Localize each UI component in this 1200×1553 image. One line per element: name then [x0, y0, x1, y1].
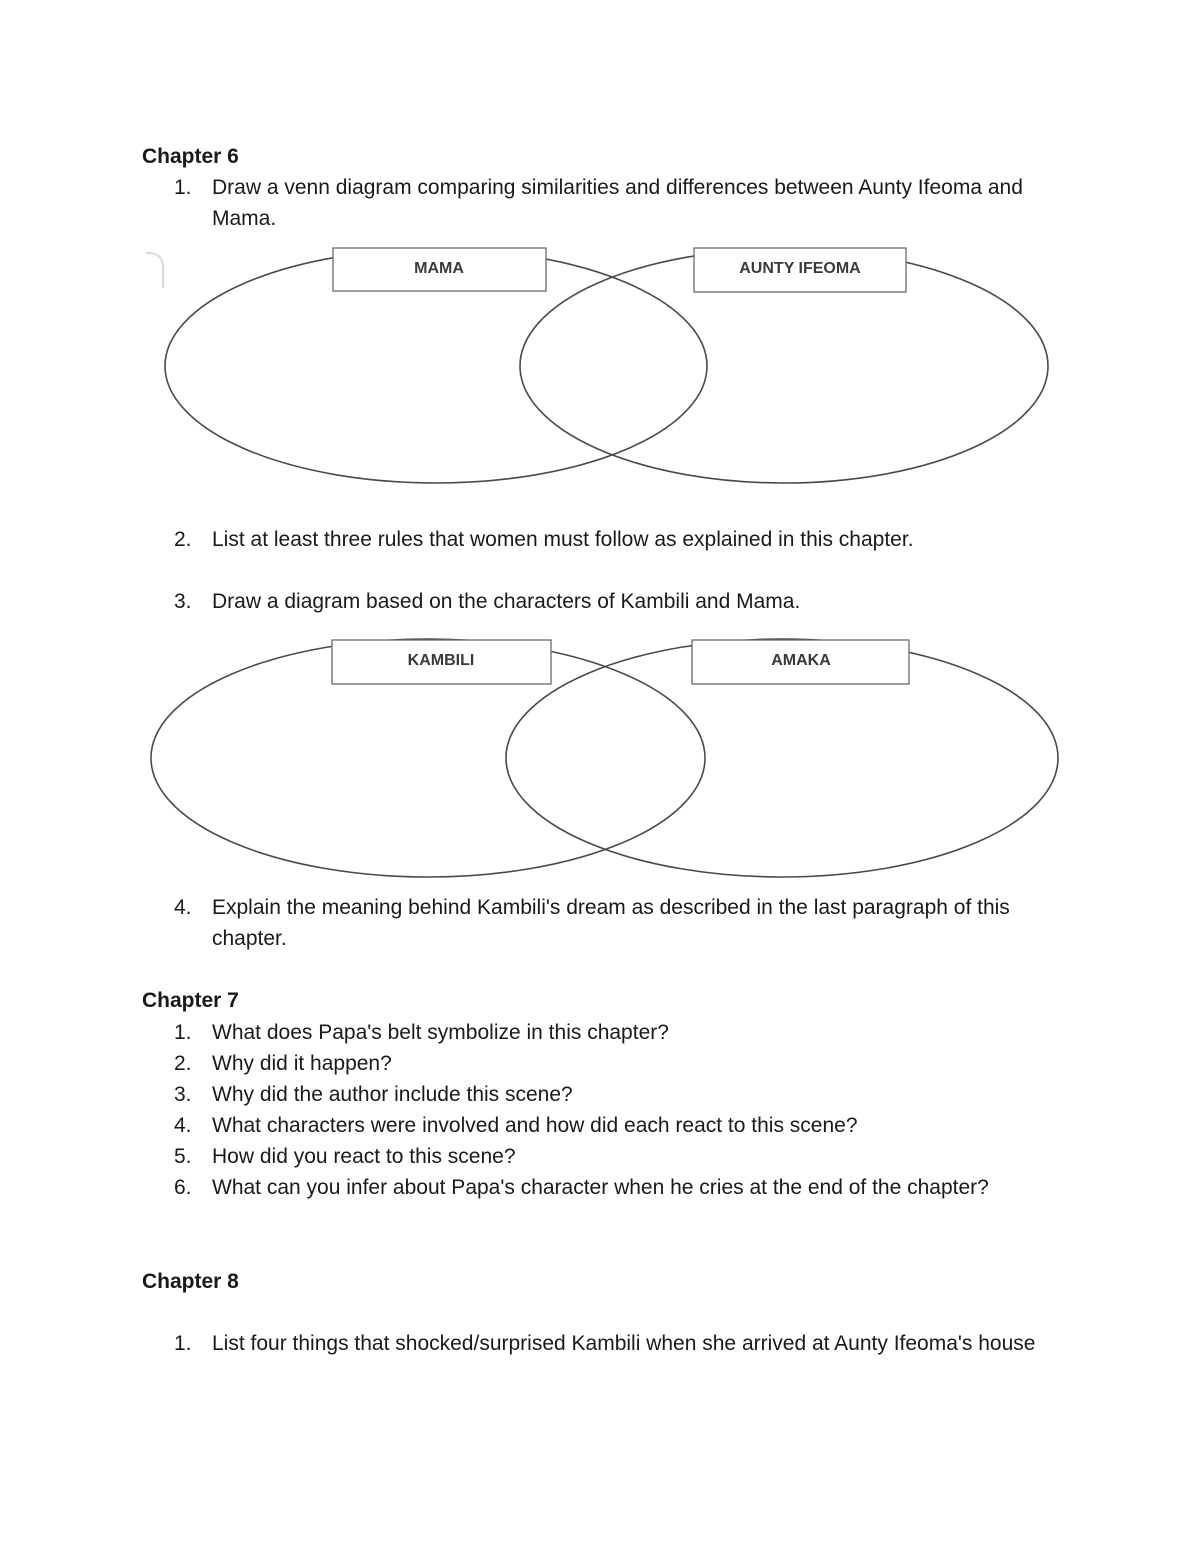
question-text: Why did the author include this scene? [212, 1083, 573, 1106]
chapter-6-question-1 [174, 172, 1054, 234]
question-text: What can you infer about Papa's character when he cries at the end of the chapter? [212, 1176, 989, 1199]
chapter-8-heading: Chapter 8 [142, 1270, 239, 1293]
chapter-7-question-5 [174, 1141, 1054, 1172]
question-text: List at least three rules that women must follow as explained in this chapter. [212, 528, 914, 551]
chapter-7-question-2 [174, 1048, 1054, 1079]
venn-diagram-mama-aunty-ifeoma [0, 240, 1200, 490]
question-text: What characters were involved and how did each react to this scene? [212, 1114, 858, 1137]
venn-right-label: AUNTY IFEOMA [739, 260, 861, 277]
question-text: Explain the meaning behind Kambili's dream as described in the last paragraph of this chapter. [212, 896, 1010, 950]
question-number: 2. [174, 1052, 192, 1075]
chapter-6-question-2 [174, 524, 1054, 555]
question-number: 3. [174, 1083, 192, 1106]
venn-left-label: KAMBILI [407, 652, 475, 669]
question-text: Draw a diagram based on the characters of Kambili and Mama. [212, 590, 801, 613]
question-number: 1. [174, 1021, 192, 1044]
question-number: 6. [174, 1176, 192, 1199]
question-text: Draw a venn diagram comparing similarities and differences between Aunty Ifeoma and Mama. [212, 176, 1023, 230]
venn-diagram-kambili-amaka [0, 632, 1200, 887]
question-number: 2. [174, 528, 192, 551]
question-text: List four things that shocked/surprised Kambili when she arrived at Aunty Ifeoma's house [212, 1332, 1036, 1355]
question-number: 3. [174, 590, 192, 613]
chapter-6-question-4 [174, 892, 1054, 954]
venn-left-label: MAMA [414, 260, 464, 277]
question-number: 1. [174, 176, 192, 199]
chapter-7-question-1 [174, 1017, 1054, 1048]
question-number: 4. [174, 896, 192, 919]
question-text: What does Papa's belt symbolize in this chapter? [212, 1021, 669, 1044]
chapter-7-question-3 [174, 1079, 1054, 1110]
question-text: How did you react to this scene? [212, 1145, 516, 1168]
chapter-6-question-3 [174, 586, 1054, 617]
venn-right-label: AMAKA [771, 652, 831, 669]
question-text: Why did it happen? [212, 1052, 392, 1075]
question-number: 5. [174, 1145, 192, 1168]
question-number: 4. [174, 1114, 192, 1137]
chapter-7-question-6 [174, 1172, 1054, 1203]
chapter-6-heading: Chapter 6 [142, 145, 239, 168]
chapter-7-question-4 [174, 1110, 1054, 1141]
question-number: 1. [174, 1332, 192, 1355]
chapter-8-question-1 [174, 1328, 1054, 1359]
chapter-7-heading: Chapter 7 [142, 989, 239, 1012]
